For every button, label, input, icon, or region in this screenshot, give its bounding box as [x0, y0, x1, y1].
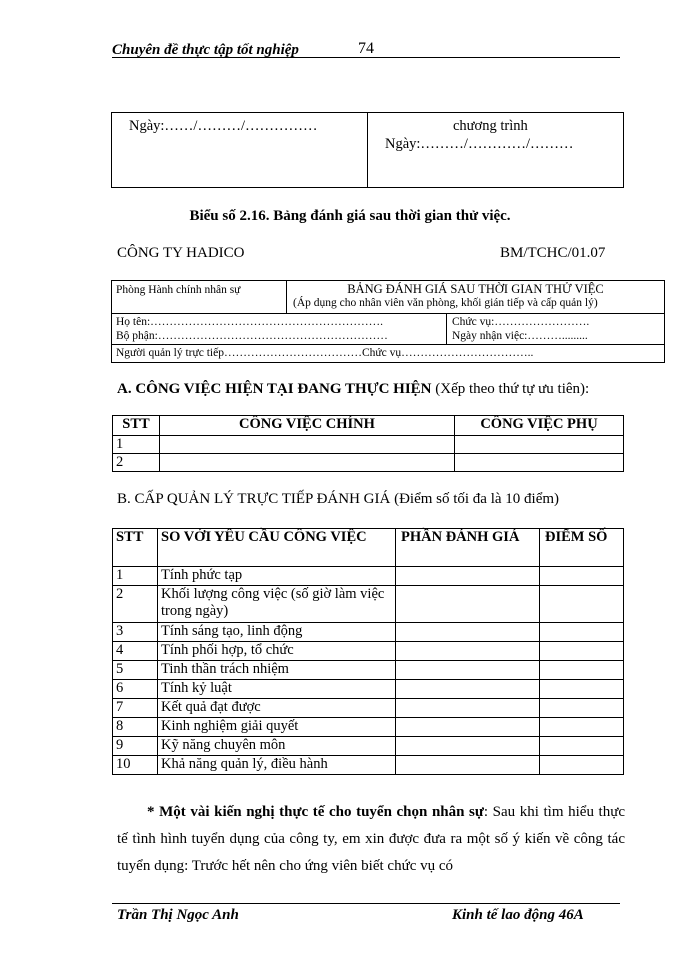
right-label: chương trình: [453, 118, 528, 134]
score-cell[interactable]: [540, 680, 624, 699]
score-cell[interactable]: [540, 586, 624, 623]
table-row: [113, 661, 624, 680]
department-cell: [111, 280, 287, 314]
score-cell[interactable]: [540, 699, 624, 718]
page-number: 74: [358, 40, 374, 57]
criterion: Tính sáng tạo, linh động: [158, 623, 396, 642]
criterion: Khối lượng công việc (số giờ làm việc trong ngày): [158, 586, 396, 623]
date-box: [111, 112, 624, 188]
score-cell[interactable]: [540, 737, 624, 756]
main-work-cell[interactable]: [160, 454, 455, 472]
assessment-cell[interactable]: [396, 680, 540, 699]
footer-class: Kinh tế lao động 46A: [452, 907, 584, 923]
criterion: Khả năng quản lý, điều hành: [158, 756, 396, 775]
section-a-heading-bold: A. CÔNG VIỆC HIỆN TẠI ĐANG THỰC HIỆN: [117, 381, 432, 397]
table-row: [113, 454, 624, 472]
table-row: [113, 718, 624, 737]
criterion: Kinh nghiệm giải quyết: [158, 718, 396, 737]
side-work-cell[interactable]: [455, 436, 624, 454]
form-title-cell: [286, 280, 665, 314]
row-stt: 2: [113, 454, 160, 472]
table-row: [113, 699, 624, 718]
right-date: Ngày:………/…………/………: [385, 136, 574, 152]
form-subtitle: (Áp dụng cho nhân viên văn phòng, khối gián tiếp và cấp quản lý): [293, 297, 598, 309]
score-cell[interactable]: [540, 661, 624, 680]
name-field: Họ tên:…………………………………………………….: [116, 316, 384, 328]
row-stt: 4: [113, 642, 158, 661]
assessment-cell[interactable]: [396, 567, 540, 586]
row-stt: 7: [113, 699, 158, 718]
criterion: Kết quả đạt được: [158, 699, 396, 718]
row-stt: 1: [113, 567, 158, 586]
recommendation-body: : Sau khi tìm hiểu thực tế tình hình tuyển dụng của công ty, em xin được đưa ra một số ý kiến về công tác tuyển dụng: Trước hết nên cho ứng viên biết chức vụ có: [117, 804, 625, 874]
form-title: BẢNG ĐÁNH GIÁ SAU THỜI GIAN THỬ VIỆC: [347, 282, 604, 296]
col-stt: STT: [113, 416, 160, 436]
department-field: Bộ phận:……………………………………………………: [116, 330, 388, 342]
assessment-cell[interactable]: [396, 699, 540, 718]
table-row: [113, 436, 624, 454]
criterion: Tinh thần trách nhiệm: [158, 661, 396, 680]
employee-info-cell: [111, 313, 665, 345]
section-a-heading-rest: (Xếp theo thứ tự ưu tiên):: [431, 381, 590, 397]
col-side-work: CÔNG VIỆC PHỤ: [455, 416, 624, 436]
row-stt: 2: [113, 586, 158, 623]
row-stt: 9: [113, 737, 158, 756]
score-cell[interactable]: [540, 642, 624, 661]
side-work-cell[interactable]: [455, 454, 624, 472]
evaluation-table: [112, 528, 624, 775]
row-stt: 10: [113, 756, 158, 775]
assessment-cell[interactable]: [396, 586, 540, 623]
form-code: BM/TCHC/01.07: [500, 245, 606, 261]
criterion: Tính phối hợp, tổ chức: [158, 642, 396, 661]
row-stt: 1: [113, 436, 160, 454]
table-row: [113, 642, 624, 661]
score-cell[interactable]: [540, 756, 624, 775]
score-cell[interactable]: [540, 718, 624, 737]
main-work-cell[interactable]: [160, 436, 455, 454]
col-assessment: PHẦN ĐÁNH GIÁ: [396, 529, 540, 567]
score-cell[interactable]: [540, 567, 624, 586]
table-row: [113, 586, 624, 623]
date-box-divider: [367, 113, 368, 187]
footer-author: Trần Thị Ngọc Anh: [117, 907, 239, 923]
table-row: [113, 737, 624, 756]
row-stt: 6: [113, 680, 158, 699]
col-stt: STT: [113, 529, 158, 567]
col-main-work: CÔNG VIỆC CHÍNH: [160, 416, 455, 436]
section-a-heading: [117, 381, 589, 398]
table-row: [113, 567, 624, 586]
position-field: Chức vụ:…………………….: [452, 316, 590, 328]
criterion: Tính phức tạp: [158, 567, 396, 586]
page-header-title: Chuyên đề thực tập tốt nghiệp: [112, 42, 299, 58]
row-stt: 5: [113, 661, 158, 680]
header-rule: [112, 57, 620, 58]
section-b-heading: B. CẤP QUẢN LÝ TRỰC TIẾP ĐÁNH GIÁ (Điểm số tối đa là 10 điểm): [117, 491, 560, 507]
left-date: Ngày:……/………/……………: [129, 118, 318, 134]
row-stt: 8: [113, 718, 158, 737]
assessment-cell[interactable]: [396, 737, 540, 756]
recommendation-paragraph: [117, 799, 625, 880]
current-work-table: [112, 415, 624, 472]
criterion: Kỹ năng chuyên môn: [158, 737, 396, 756]
table-row: [113, 623, 624, 642]
table-caption: Biểu số 2.16. Bảng đánh giá sau thời gian thử việc.: [189, 208, 511, 224]
join-date-field: Ngày nhận việc:……….........: [452, 330, 588, 342]
assessment-cell[interactable]: [396, 642, 540, 661]
assessment-cell[interactable]: [396, 756, 540, 775]
col-score: ĐIỂM SỐ: [540, 529, 624, 567]
manager-field: Người quản lý trực tiếp………………………………Chức vụ……………………………..: [116, 347, 534, 359]
criterion: Tính kỷ luật: [158, 680, 396, 699]
row-stt: 3: [113, 623, 158, 642]
department-label: Phòng Hành chính nhân sự: [116, 284, 241, 296]
assessment-cell[interactable]: [396, 623, 540, 642]
assessment-cell[interactable]: [396, 718, 540, 737]
employee-info-divider: [446, 314, 447, 344]
footer-rule: [112, 903, 620, 904]
assessment-cell[interactable]: [396, 661, 540, 680]
table-row: [113, 756, 624, 775]
company-name: CÔNG TY HADICO: [117, 245, 245, 261]
col-criterion: SO VỚI YÊU CẦU CÔNG VIỆC: [158, 529, 396, 567]
recommendation-lead: * Một vài kiến nghị thực tế cho tuyển chọn nhân sự: [147, 804, 484, 820]
table-row: [113, 680, 624, 699]
score-cell[interactable]: [540, 623, 624, 642]
manager-cell: [111, 344, 665, 363]
